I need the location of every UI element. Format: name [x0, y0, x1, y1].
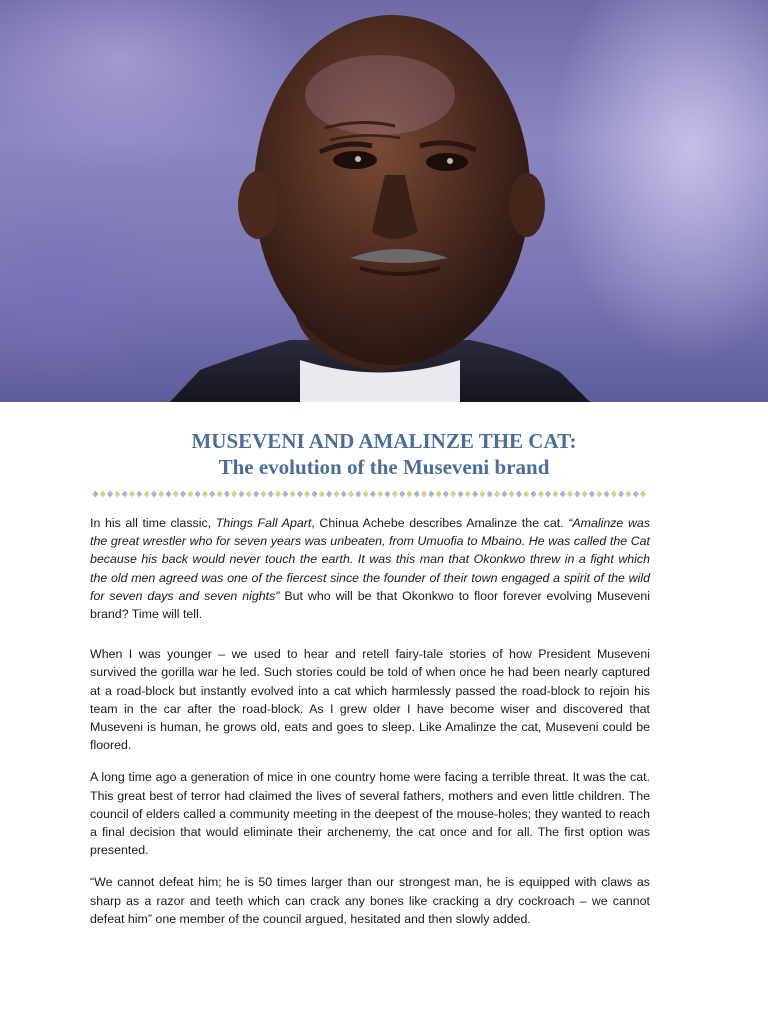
ornament-diamond	[231, 491, 237, 498]
ornament-diamond	[202, 491, 208, 498]
ornament-diamond	[180, 491, 186, 498]
article-title: MUSEVENI AND AMALINZE THE CAT:	[191, 429, 577, 453]
ornament-diamond	[341, 491, 347, 498]
paragraph-2: When I was younger – we used to hear and retell fairy-tale stories of how President Museveni survived the gorilla war he led. Such stories could be told of when once he had been nearly captured at a road-block but instantly evolved into a cat which harmlessly passed the road-block to rejoin his team in the car after the road-block. As I grew older I have become wiser and discovered that Museveni is human, he grows old, eats and goes to sleep. Like Amalinze the cat, Museveni could be floored.	[90, 647, 650, 753]
ornament-diamond	[465, 491, 471, 498]
ornament-diamond	[450, 491, 456, 498]
ornament-diamond	[494, 491, 500, 498]
ornament-diamond	[552, 491, 558, 498]
ornament-diamond	[611, 491, 617, 498]
ornament-diamond	[144, 491, 150, 498]
ornament-diamond	[107, 491, 113, 498]
ornament-diamond	[516, 491, 522, 498]
article-subtitle: The evolution of the Museveni brand	[218, 455, 550, 479]
ornament-diamond	[582, 491, 588, 498]
ornament-diamond	[100, 491, 106, 498]
ornament-diamond	[604, 491, 610, 498]
ornament-diamond	[282, 491, 288, 498]
ornament-diamond	[414, 491, 420, 498]
ornament-diamond	[239, 491, 245, 498]
intro-text-start: In his all time classic,	[90, 516, 216, 530]
ornament-diamond	[268, 491, 274, 498]
diamond-ornament-divider-icon	[92, 488, 648, 500]
ornament-diamond	[290, 491, 296, 498]
ornament-diamond	[538, 491, 544, 498]
ornament-diamond	[253, 491, 259, 498]
ornament-diamond	[574, 491, 580, 498]
ornament-diamond	[363, 491, 369, 498]
ornament-diamond	[333, 491, 339, 498]
ornament-diamond	[633, 491, 639, 498]
ornament-diamond	[501, 491, 507, 498]
ornament-diamond	[319, 491, 325, 498]
ornament-diamond	[421, 491, 427, 498]
book-title: Things Fall Apart	[215, 516, 312, 530]
portrait-illustration	[0, 0, 768, 402]
left-ear	[238, 171, 278, 239]
ornament-diamond	[348, 491, 354, 498]
paragraph-3: A long time ago a generation of mice in one country home were facing a terrible threat. It was the cat. This great best of terror had claimed the lives of several fathers, mothers and even little children. The council of elders called a community meeting in the deepest of the mouse-holes; they wanted to reach a final decision that would eliminate their archenemy, the cat once and for all. The first option was presented.	[90, 770, 650, 858]
ornament-diamond	[326, 491, 332, 498]
portrait-photo	[0, 0, 768, 402]
article-body	[90, 514, 650, 942]
ornament-diamond	[136, 491, 142, 498]
ornament-diamond	[428, 491, 434, 498]
ornament-diamond	[509, 491, 515, 498]
paragraph-intro	[90, 514, 650, 623]
ornament-diamond	[158, 491, 164, 498]
ornament-diamond	[355, 491, 361, 498]
ornament-diamond	[224, 491, 230, 498]
ornament-diamond	[436, 491, 442, 498]
ornament-diamond	[640, 491, 646, 498]
ornament-diamond	[443, 491, 449, 498]
ornament-diamond	[297, 491, 303, 498]
right-eye	[426, 153, 468, 171]
left-eye	[333, 151, 377, 169]
ornament-diamond	[129, 491, 135, 498]
ornament-diamond	[370, 491, 376, 498]
ornament-diamond	[399, 491, 405, 498]
paragraph-4: “We cannot defeat him; he is 50 times larger than our strongest man, he is equipped with claws as sharp as a razor and teeth which can crack any bones like cracking a dry cockroach – we cannot defeat him” one member of the council argued, hesitated and then slowly added.	[90, 875, 650, 926]
ornament-diamond	[93, 491, 99, 498]
ornament-diamond	[567, 491, 573, 498]
ornament-diamond	[173, 491, 179, 498]
ornament-diamond	[531, 491, 537, 498]
ornament-diamond	[560, 491, 566, 498]
ornament-diamond	[472, 491, 478, 498]
ornament-diamond	[523, 491, 529, 498]
ornament-diamond	[114, 491, 120, 498]
ornament-diamond	[246, 491, 252, 498]
ornament-diamond	[458, 491, 464, 498]
intro-text-end: But who will be that Okonkwo to floor forever evolving Museveni brand? Time will tell.	[90, 588, 650, 622]
ornament-diamond	[209, 491, 215, 498]
ornament-diamond	[479, 491, 485, 498]
ornament-diamond	[596, 491, 602, 498]
ornament-diamond	[275, 491, 281, 498]
ornament-diamond	[166, 491, 172, 498]
ornament-diamond	[487, 491, 493, 498]
ornament-diamond	[618, 491, 624, 498]
ornament-diamond	[392, 491, 398, 498]
book-quote: “Amalinze was the great wrestler who for seven years was unbeaten, from Umuofia to Mbaino. He was called the Cat because his back would never touch the earth. It was this man that Okonkwo threw in a fight which the old men agreed was one of the fiercest since the founder of their town engaged a spirit of the wild for seven days and seven nights”	[90, 516, 650, 603]
ornament-diamond	[589, 491, 595, 498]
ornament-diamond	[545, 491, 551, 498]
ornament-diamond	[122, 491, 128, 498]
ornament-diamond	[217, 491, 223, 498]
ornament-diamond	[377, 491, 383, 498]
ornament-diamond	[304, 491, 310, 498]
intro-text-author: , Chinua Achebe describes Amalinze the cat.	[311, 516, 569, 530]
ornament-diamond	[625, 491, 631, 498]
ornament-diamond	[406, 491, 412, 498]
ornament-diamond	[385, 491, 391, 498]
ornament-diamond	[151, 491, 157, 498]
ornament-diamond	[312, 491, 318, 498]
ornament-diamond	[195, 491, 201, 498]
right-ear	[509, 173, 545, 237]
ornament-diamond	[260, 491, 266, 498]
ornament-diamond	[187, 491, 193, 498]
article-header	[0, 428, 768, 480]
